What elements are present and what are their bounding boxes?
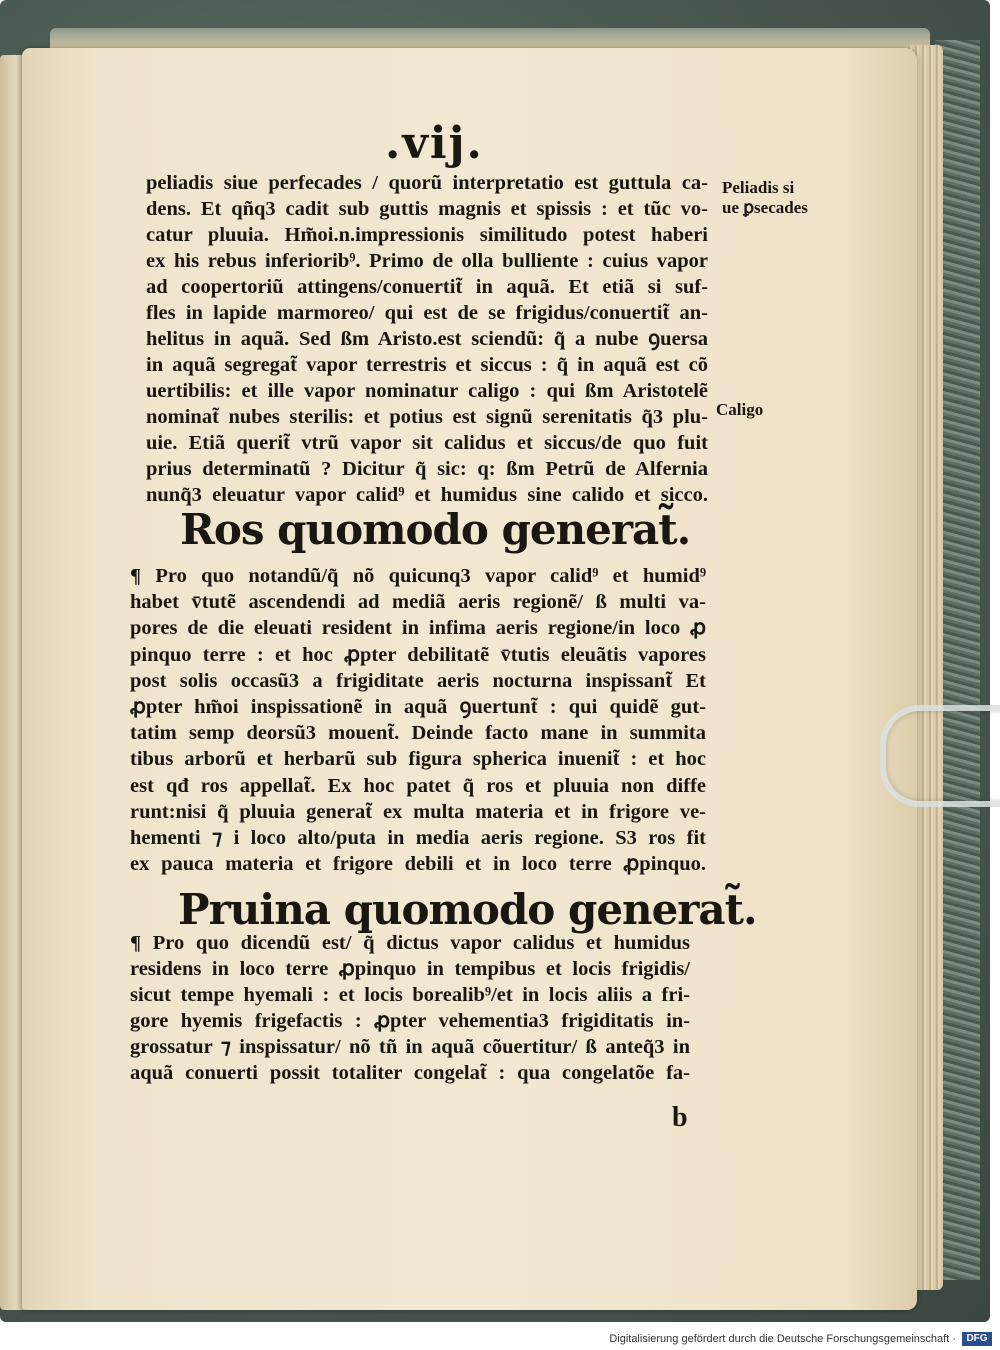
text-line: prius determinatũ ? Dicitur q̃ sic: q: ßm Petrũ de Alfernia bbox=[146, 458, 708, 480]
text-line: uie. Etiã querit̃ vtrũ vapor sit calidus et siccus/de quo fuit bbox=[146, 432, 708, 454]
heading-ros: Ros quomodo generat̃. bbox=[180, 505, 691, 554]
footer-credit: Digitalisierung gefördert durch die Deutsche Forschungsgemeinschaft · bbox=[609, 1333, 956, 1345]
folio-number: .vij. bbox=[385, 118, 484, 169]
text-line: habet v̄tutẽ ascendendi ad mediã aeris regionẽ/ ß multi va- bbox=[130, 591, 706, 614]
text-line: peliadis siue perfecades / quorũ interpretatio est guttula ca- bbox=[146, 172, 708, 194]
margin-note-line: Peliadis si bbox=[722, 178, 795, 197]
text-line: ad coopertoriũ attingens/conuertit̃ in aquã. Et etiã si suf- bbox=[146, 276, 708, 298]
margin-note-peliadis bbox=[722, 178, 832, 218]
text-line: post solis occasũ3 a frigiditate aeris nocturna inspissant̃ Et bbox=[130, 669, 706, 692]
text-line: in aquã segregat̃ vapor terrestris et siccus : q̃ in aquã est cõ bbox=[146, 354, 708, 376]
text-line: gore hyemis frigefactis : ꝓpter vehementia3 frigiditatis in- bbox=[130, 1010, 690, 1032]
dfg-logo: DFG bbox=[962, 1332, 992, 1346]
text-line: sicut tempe hyemali : et locis borealib⁹/et in locis aliis a fri- bbox=[130, 984, 690, 1006]
text-line: catur pluuia. Hm̃oi.n.impressionis similitudo potest haberi bbox=[146, 224, 708, 246]
text-line: ꝓpter hm̃oi inspissationẽ in aquã ꝯuertunt̃ : qui quidẽ gut- bbox=[130, 696, 706, 718]
signature-mark: b bbox=[672, 1102, 688, 1133]
text-line: ¶ Pro quo notandũ/q̃ nõ quicunq3 vapor calid⁹ et humid⁹ bbox=[130, 565, 706, 587]
text-line: ¶ Pro quo dicendũ est/ q̃ dictus vapor calidus et humidus bbox=[130, 932, 690, 954]
heading-pruina: Pruina quomodo generat̃. bbox=[178, 885, 757, 934]
text-line: tatim semp deorsũ3 mouent̃. Deinde facto mane in summita bbox=[130, 722, 706, 745]
text-line: helitus in aquã. Sed ßm Aristo.est sciendũ: q̃ a nube ꝯuersa bbox=[146, 328, 708, 350]
text-line: aquã conuerti possit totaliter congelat̃ : qua congelatõe fa- bbox=[130, 1062, 690, 1084]
text-line: pores de die eleuati resident in infima aeris regione/in loco ꝓ bbox=[130, 617, 706, 640]
text-line: grossatur ⁊ inspissatur/ nõ tñ in aquã cõuertitur/ ß anteq̃3 in bbox=[130, 1036, 690, 1058]
text-line: residens in loco terre ꝓpinquo in tempibus et locis frigidis/ bbox=[130, 958, 690, 980]
text-line: nominat̃ nubes sterilis: et potius est signũ serenitatis q̃3 plu- bbox=[146, 406, 708, 428]
text-line: uertibilis: et ille vapor nominatur caligo : qui ßm Aristotelẽ bbox=[146, 380, 708, 402]
text-line: nunq̃3 eleuatur vapor calid⁹ et humidus sine calido et sicco. bbox=[146, 484, 708, 506]
text-line: ex his rebus inferiorib⁹. Primo de olla bulliente : cuius vapor bbox=[146, 250, 708, 272]
text-line: pinquo terre : et hoc ꝓpter debilitatẽ v̄tutis eleuãtis vapores bbox=[130, 643, 706, 666]
text-line: tibus arborũ et herbarũ sub figura spherica inuenit̃ : et hoc bbox=[130, 748, 706, 771]
text-line: hementi ⁊ i loco alto/puta in media aeris regione. S3 ros fit bbox=[130, 827, 706, 849]
margin-note-caligo: Caligo bbox=[716, 400, 764, 419]
text-line: ex pauca materia et frigore debili et in loco terre ꝓpinquo. bbox=[130, 853, 706, 876]
text-line: fles in lapide marmoreo/ qui est de se frigidus/conuertit̃ an- bbox=[146, 302, 708, 324]
text-line: est qđ ros appellat̃. Ex hoc patet q̃ ros et pluuia non diffe bbox=[130, 774, 706, 797]
margin-note-line: ue ꝑsecades bbox=[722, 198, 808, 217]
text-line: runt:nisi q̃ pluuia generat̃ ex multa materia et in frigore ve- bbox=[130, 800, 706, 823]
text-line: dens. Et qñq3 cadit sub guttis magnis et spissis : et tũc vo- bbox=[146, 198, 708, 220]
